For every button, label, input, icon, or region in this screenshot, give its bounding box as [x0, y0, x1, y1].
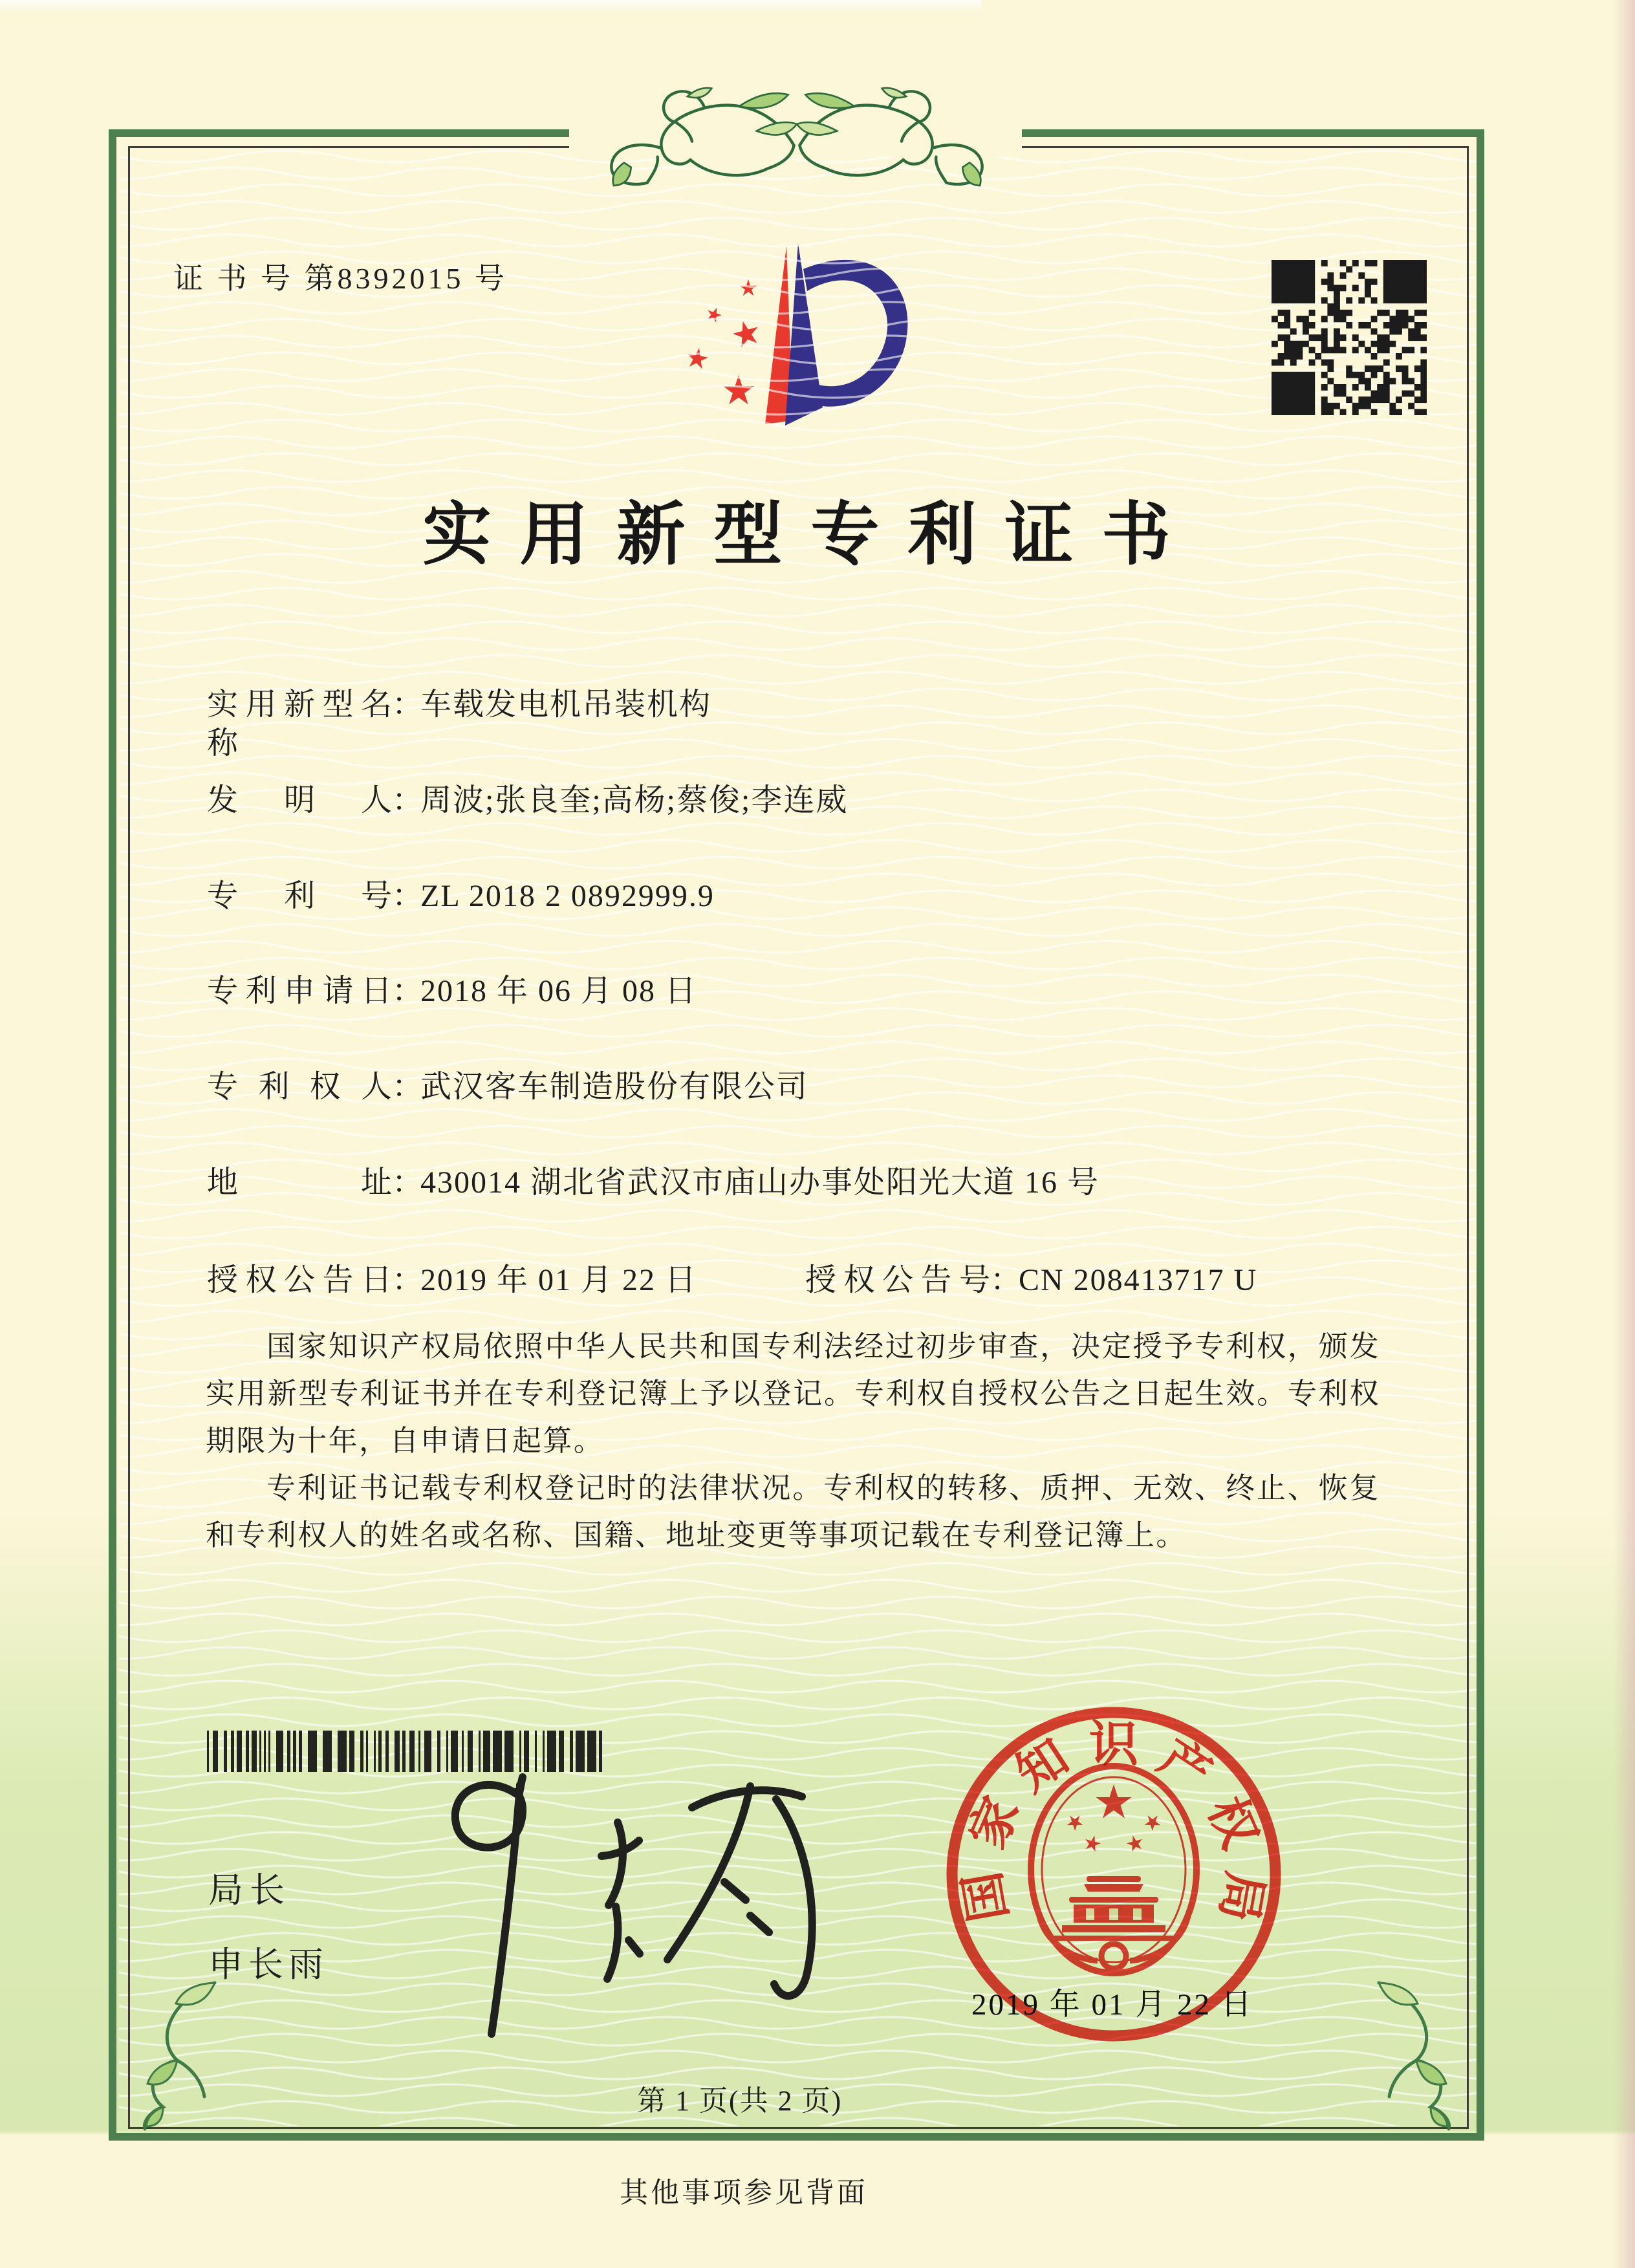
field-row-grant-date	[207, 1261, 697, 1300]
field-value: 周波;张良奎;高杨;蔡俊;李连威	[420, 783, 849, 817]
field-value: CN 208413717 U	[1019, 1263, 1258, 1297]
corner-flourish-icon	[114, 1978, 221, 2132]
page-indicator: 第 1 页(共 2 页)	[637, 2085, 843, 2117]
handwritten-signature-icon	[388, 1746, 880, 2057]
field-row-grant-number	[805, 1261, 1257, 1300]
commissioner-name: 申长雨	[208, 1945, 329, 1984]
field-label: 地址	[207, 1165, 392, 1200]
field-colon: ：	[392, 783, 424, 817]
scan-edge-artifact	[0, 0, 981, 13]
field-label: 授权公告号	[805, 1263, 990, 1297]
double-dragon-ornament-icon	[567, 79, 1027, 189]
field-row-patent-number	[207, 877, 715, 916]
field-value: ZL 2018 2 0892999.9	[420, 879, 715, 913]
field-value: 武汉客车制造股份有限公司	[420, 1070, 809, 1104]
commissioner-title: 局长	[208, 1871, 291, 1910]
certificate-body	[206, 1323, 1380, 1559]
field-label: 专利号	[207, 879, 392, 913]
corner-flourish-icon	[1372, 1978, 1480, 2132]
field-value: 2019 年 01 月 22 日	[420, 1263, 698, 1297]
field-row-patentee	[207, 1068, 808, 1107]
field-colon: ：	[392, 1165, 424, 1200]
field-value: 2018 年 06 月 08 日	[420, 974, 698, 1008]
field-colon: ：	[392, 687, 424, 722]
field-row-inventors	[207, 781, 848, 820]
field-row-address	[207, 1163, 1099, 1202]
field-label: 授权公告日	[207, 1263, 392, 1297]
field-label: 专利权人	[207, 1070, 392, 1104]
back-note: 其他事项参见背面	[620, 2177, 868, 2209]
field-colon: ：	[392, 1070, 424, 1104]
field-label: 实用新型名称	[207, 687, 392, 761]
field-row-utility-model-name	[207, 686, 711, 763]
seal-text-ring: 国 家 知 识 产 权 局	[955, 1718, 1272, 1926]
seal-date: 2019 年 01 月 22 日	[971, 1988, 1253, 2022]
scan-edge-artifact	[1613, 0, 1635, 2268]
field-label: 专利申请日	[207, 974, 392, 1008]
field-colon: ：	[392, 879, 424, 913]
qr-code-icon	[1272, 260, 1427, 415]
body-paragraph: 专利证书记载专利权登记时的法律状况。专利权的转移、质押、无效、终止、恢复和专利权人的姓名或名称、国籍、地址变更等事项记载在专利登记簿上。	[206, 1472, 1380, 1551]
body-paragraph: 国家知识产权局依照中华人民共和国专利法经过初步审查，决定授予专利权，颁发实用新型专利证书并在专利登记簿上予以登记。专利权自授权公告之日起生效。专利权期限为十年，自申请日起算。	[206, 1330, 1380, 1457]
field-value: 430014 湖北省武汉市庙山办事处阳光大道 16 号	[420, 1165, 1100, 1200]
field-label: 发明人	[207, 783, 392, 817]
field-colon: ：	[990, 1263, 1022, 1297]
field-colon: ：	[392, 974, 424, 1008]
field-value: 车载发电机吊装机构	[420, 687, 712, 722]
field-row-filing-date	[207, 972, 697, 1011]
certificate-number: 证 书 号 第8392015 号	[173, 262, 508, 295]
certificate-title: 实用新型专利证书	[422, 497, 1199, 573]
field-colon: ：	[392, 1263, 424, 1297]
